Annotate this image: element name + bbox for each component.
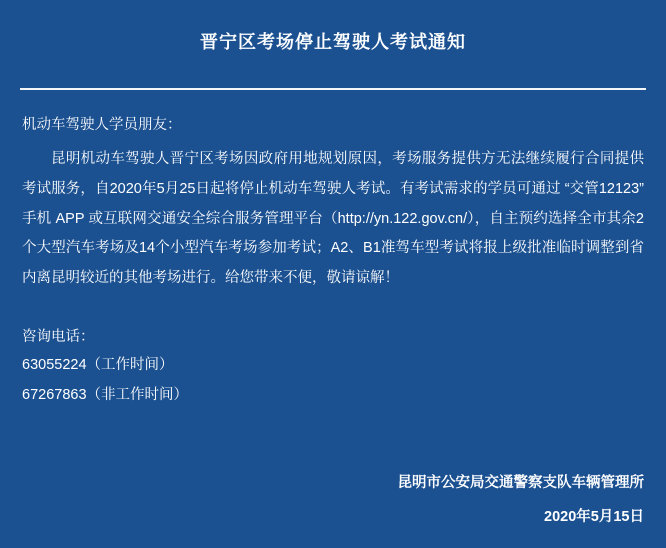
title-divider: [20, 88, 646, 90]
contact-label: 咨询电话：: [22, 328, 95, 345]
contact-phone-work: 63055224（工作时间）: [22, 356, 174, 373]
signature-org: 昆明市公安局交通警察支队车辆管理所: [397, 475, 644, 491]
signature-date: 2020年5月15日: [544, 509, 644, 525]
notice-paragraph: 昆明机动车驾驶人晋宁区考场因政府用地规划原因，考场服务提供方无法继续履行合同提供考试服务，自2020年5月25日起将停止机动车驾驶人考试。有考试需求的学员可通过 “交管12123” 手机 APP 或互联网交通安全综合服务管理平台（http://yn.122.gov.cn/），自主预约选择全市其余2个大型汽车考场及14个小型汽车考场参加考试；A2、B1准驾车型考试将报上级批准临时调整到省内离昆明较近的其他考场进行。给您带来不便，敬请谅解！: [22, 151, 644, 287]
page-title: 晋宁区考场停止驾驶人考试通知: [200, 32, 466, 52]
salutation-text: 机动车驾驶人学员朋友：: [22, 117, 182, 133]
contact-phone-nonwork: 67267863（非工作时间）: [22, 387, 189, 404]
notice-body: [0, 114, 666, 411]
